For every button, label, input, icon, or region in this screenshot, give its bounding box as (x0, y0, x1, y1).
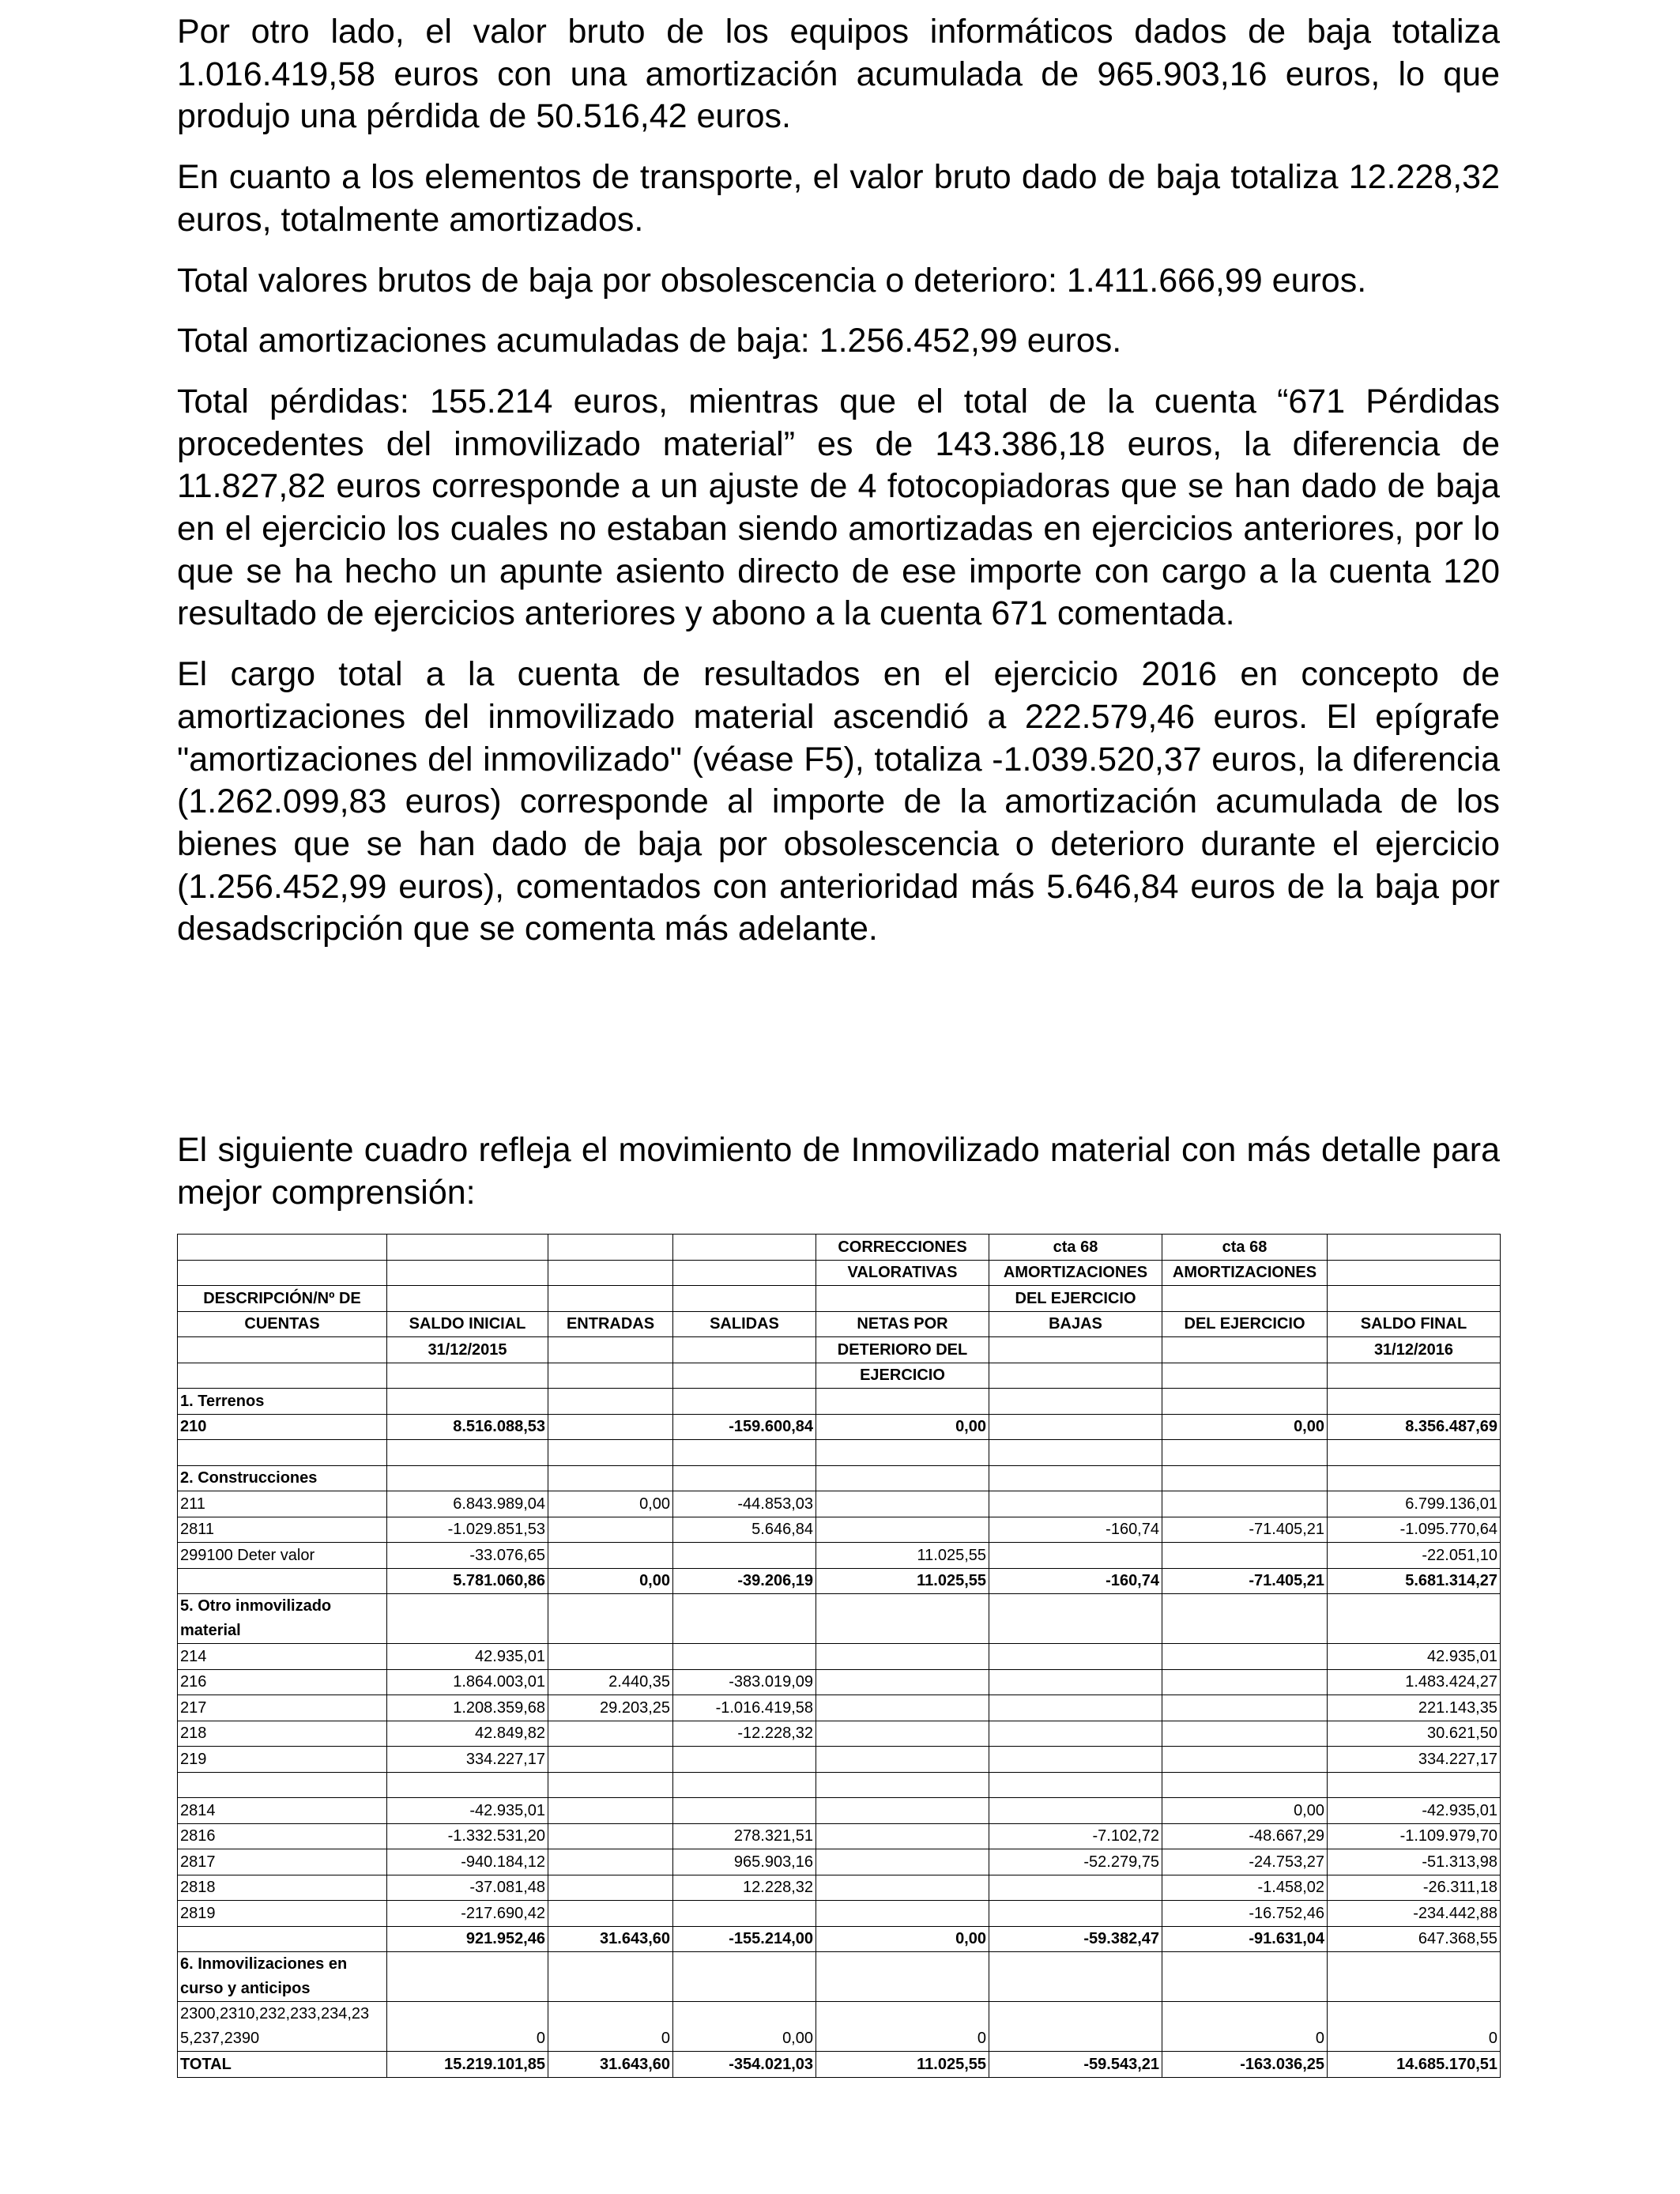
value-cell (673, 1440, 816, 1466)
header-cell (673, 1286, 816, 1312)
value-cell (1162, 1491, 1328, 1517)
value-cell (1162, 1669, 1328, 1695)
value-cell (1162, 1747, 1328, 1773)
header-cell: CUENTAS (178, 1311, 387, 1337)
value-cell: 42.935,01 (1328, 1644, 1501, 1670)
account-cell: 214 (178, 1644, 387, 1670)
value-cell (989, 1594, 1162, 1644)
value-cell: -59.382,47 (989, 1926, 1162, 1952)
paragraph: En cuanto a los elementos de transporte, el valor bruto dado de baja totaliza 12.228,32 euros, totalmente amortizados. (177, 158, 1500, 239)
value-cell: 0,00 (816, 1414, 989, 1440)
value-cell: 0 (1328, 2002, 1501, 2052)
value-cell (387, 1389, 548, 1415)
header-cell (1328, 1363, 1501, 1389)
header-cell: SALDO FINAL (1328, 1311, 1501, 1337)
value-cell (1162, 1695, 1328, 1721)
value-cell (816, 1594, 989, 1644)
value-cell (548, 1594, 673, 1644)
header-cell: DETERIORO DEL (816, 1337, 989, 1363)
table-row (178, 1568, 1501, 1594)
value-cell (548, 1644, 673, 1670)
value-cell (989, 1875, 1162, 1901)
value-cell: 221.143,35 (1328, 1695, 1501, 1721)
value-cell: -354.021,03 (673, 2052, 816, 2078)
value-cell (816, 1747, 989, 1773)
header-cell (178, 1363, 387, 1389)
value-cell: 0,00 (816, 1926, 989, 1952)
header-cell: AMORTIZACIONES (1162, 1260, 1328, 1286)
paragraph: Total valores brutos de baja por obsolescencia o deterioro: 1.411.666,99 euros. (177, 261, 1367, 300)
value-cell (548, 1440, 673, 1466)
table-row (178, 1440, 1501, 1466)
account-cell: 2814 (178, 1798, 387, 1824)
value-cell (989, 1669, 1162, 1695)
value-cell (989, 1543, 1162, 1569)
value-cell: 30.621,50 (1328, 1721, 1501, 1747)
header-cell (816, 1286, 989, 1312)
value-cell: 42.849,82 (387, 1721, 548, 1747)
value-cell (816, 1644, 989, 1670)
value-cell: 0,00 (548, 1491, 673, 1517)
value-cell: 647.368,55 (1328, 1926, 1501, 1952)
account-cell: 211 (178, 1491, 387, 1517)
value-cell: -91.631,04 (1162, 1926, 1328, 1952)
value-cell (1328, 1465, 1501, 1491)
value-cell: 334.227,17 (387, 1747, 548, 1773)
table-row (178, 1414, 1501, 1440)
account-cell: 217 (178, 1695, 387, 1721)
value-cell (548, 1543, 673, 1569)
paragraph: Total pérdidas: 155.214 euros, mientras que el total de la cuenta “671 Pérdidas procedentes del inmovilizado material” es de 143.386,18 euros, la diferencia de 11.827,82 euros corresponde a un ajuste de 4 fotocopiadoras que se han dado de baja en el ejercicio los cuales no estaban siendo amortizadas en ejercicios anteriores, por lo que se ha hecho un apunte asiento directo de ese importe con cargo a la cuenta 120 resultado de ejercicios anteriores y abono a la cuenta 671 comentada. (177, 382, 1500, 633)
value-cell: -42.935,01 (1328, 1798, 1501, 1824)
value-cell: -940.184,12 (387, 1849, 548, 1875)
paragraph: Total amortizaciones acumuladas de baja: 1.256.452,99 euros. (177, 322, 1122, 360)
table-intro: El siguiente cuadro refleja el movimiento de Inmovilizado material con más detalle para mejor comprensión: (177, 1131, 1500, 1212)
value-cell: 0,00 (673, 2002, 816, 2052)
value-cell (989, 1798, 1162, 1824)
account-cell: 218 (178, 1721, 387, 1747)
header-cell (1328, 1235, 1501, 1261)
value-cell: -24.753,27 (1162, 1849, 1328, 1875)
table-row (178, 1926, 1501, 1952)
value-cell (1328, 1389, 1501, 1415)
value-cell (673, 1389, 816, 1415)
value-cell: 921.952,46 (387, 1926, 548, 1952)
header-row (178, 1260, 1501, 1286)
header-cell (548, 1260, 673, 1286)
header-cell: cta 68 (1162, 1235, 1328, 1261)
header-row (178, 1363, 1501, 1389)
table-row (178, 1721, 1501, 1747)
value-cell (548, 1798, 673, 1824)
header-cell (673, 1363, 816, 1389)
value-cell (548, 1747, 673, 1773)
value-cell: -71.405,21 (1162, 1568, 1328, 1594)
table-row (178, 1644, 1501, 1670)
header-cell: 31/12/2015 (387, 1337, 548, 1363)
value-cell (1162, 1440, 1328, 1466)
value-cell: 29.203,25 (548, 1695, 673, 1721)
value-cell: 6.843.989,04 (387, 1491, 548, 1517)
account-cell: TOTAL (178, 2052, 387, 2078)
account-cell: 6. Inmovilizaciones en curso y anticipos (178, 1952, 387, 2002)
account-cell (178, 1568, 387, 1594)
value-cell (1328, 1952, 1501, 2002)
table-row (178, 1875, 1501, 1901)
value-cell (548, 1465, 673, 1491)
value-cell: 1.864.003,01 (387, 1669, 548, 1695)
value-cell (673, 1465, 816, 1491)
header-cell: DESCRIPCIÓN/Nº DE (178, 1286, 387, 1312)
table-row (178, 1772, 1501, 1798)
table-row (178, 1491, 1501, 1517)
value-cell: -22.051,10 (1328, 1543, 1501, 1569)
value-cell: -37.081,48 (387, 1875, 548, 1901)
value-cell: -1.095.770,64 (1328, 1517, 1501, 1543)
value-cell (989, 1414, 1162, 1440)
header-cell: cta 68 (989, 1235, 1162, 1261)
value-cell (816, 1491, 989, 1517)
value-cell: 2.440,35 (548, 1669, 673, 1695)
value-cell (1162, 1594, 1328, 1644)
value-cell: -1.458,02 (1162, 1875, 1328, 1901)
header-cell: SALIDAS (673, 1311, 816, 1337)
header-cell (989, 1337, 1162, 1363)
value-cell (989, 1440, 1162, 1466)
value-cell (673, 1952, 816, 2002)
table-body (178, 1389, 1501, 2078)
value-cell: -159.600,84 (673, 1414, 816, 1440)
value-cell (1328, 1440, 1501, 1466)
value-cell (816, 1798, 989, 1824)
account-cell (178, 1926, 387, 1952)
value-cell: -42.935,01 (387, 1798, 548, 1824)
header-cell (989, 1363, 1162, 1389)
header-cell (387, 1286, 548, 1312)
value-cell (816, 1465, 989, 1491)
value-cell (989, 1952, 1162, 2002)
header-cell (387, 1363, 548, 1389)
value-cell: -217.690,42 (387, 1901, 548, 1927)
header-cell (1328, 1260, 1501, 1286)
value-cell (387, 1952, 548, 2002)
table-header (178, 1235, 1501, 1389)
value-cell: -16.752,46 (1162, 1901, 1328, 1927)
table-row (178, 2002, 1501, 2052)
body-text (177, 11, 1500, 969)
account-cell: 2818 (178, 1875, 387, 1901)
value-cell (673, 1901, 816, 1927)
value-cell (816, 1901, 989, 1927)
account-cell: 2817 (178, 1849, 387, 1875)
value-cell: 0,00 (1162, 1414, 1328, 1440)
header-cell: BAJAS (989, 1311, 1162, 1337)
header-cell: NETAS POR (816, 1311, 989, 1337)
value-cell: 5.781.060,86 (387, 1568, 548, 1594)
value-cell (673, 1798, 816, 1824)
value-cell (1162, 1772, 1328, 1798)
value-cell (673, 1543, 816, 1569)
value-cell (1328, 1594, 1501, 1644)
value-cell: -59.543,21 (989, 2052, 1162, 2078)
value-cell: 5.646,84 (673, 1517, 816, 1543)
value-cell: -234.442,88 (1328, 1901, 1501, 1927)
header-cell: DEL EJERCICIO (1162, 1311, 1328, 1337)
value-cell: 5.681.314,27 (1328, 1568, 1501, 1594)
value-cell: 42.935,01 (387, 1644, 548, 1670)
account-cell: 299100 Deter valor (178, 1543, 387, 1569)
value-cell: 6.799.136,01 (1328, 1491, 1501, 1517)
header-cell (178, 1260, 387, 1286)
value-cell: 0,00 (1162, 1798, 1328, 1824)
value-cell (989, 1747, 1162, 1773)
value-cell (387, 1594, 548, 1644)
value-cell (548, 1414, 673, 1440)
value-cell (548, 1952, 673, 2002)
account-cell: 2811 (178, 1517, 387, 1543)
table-row (178, 1669, 1501, 1695)
header-row (178, 1337, 1501, 1363)
value-cell (989, 1389, 1162, 1415)
account-cell: 2819 (178, 1901, 387, 1927)
header-row (178, 1286, 1501, 1312)
account-cell: 2816 (178, 1823, 387, 1849)
account-cell: 2300,2310,232,233,234,23 5,237,2390 (178, 2002, 387, 2052)
value-cell (989, 1465, 1162, 1491)
value-cell: -52.279,75 (989, 1849, 1162, 1875)
table-row (178, 1952, 1501, 2002)
value-cell: -1.029.851,53 (387, 1517, 548, 1543)
value-cell (387, 1440, 548, 1466)
account-cell: 1. Terrenos (178, 1389, 387, 1415)
value-cell: -163.036,25 (1162, 2052, 1328, 2078)
value-cell (816, 1669, 989, 1695)
value-cell: -383.019,09 (673, 1669, 816, 1695)
value-cell (816, 1823, 989, 1849)
value-cell (673, 1747, 816, 1773)
value-cell (989, 1491, 1162, 1517)
value-cell: -51.313,98 (1328, 1849, 1501, 1875)
value-cell: -160,74 (989, 1517, 1162, 1543)
value-cell: 15.219.101,85 (387, 2052, 548, 2078)
header-cell (178, 1337, 387, 1363)
value-cell (816, 1772, 989, 1798)
table-row (178, 1594, 1501, 1644)
account-cell: 5. Otro inmovilizado material (178, 1594, 387, 1644)
account-cell (178, 1772, 387, 1798)
value-cell: -160,74 (989, 1568, 1162, 1594)
header-row (178, 1235, 1501, 1261)
header-cell (1162, 1286, 1328, 1312)
value-cell: 31.643,60 (548, 2052, 673, 2078)
value-cell: 0 (387, 2002, 548, 2052)
table-row (178, 1465, 1501, 1491)
value-cell (989, 1721, 1162, 1747)
header-cell: AMORTIZACIONES (989, 1260, 1162, 1286)
value-cell: 11.025,55 (816, 1568, 989, 1594)
paragraph: Por otro lado, el valor bruto de los equipos informáticos dados de baja totaliza 1.016.419,58 euros con una amortización acumulada de 965.903,16 euros, lo que produjo una pérdida de 50.516,42 euros. (177, 13, 1500, 136)
value-cell: -71.405,21 (1162, 1517, 1328, 1543)
header-cell: CORRECCIONES (816, 1235, 989, 1261)
header-cell (1162, 1337, 1328, 1363)
value-cell (548, 1875, 673, 1901)
value-cell: -33.076,65 (387, 1543, 548, 1569)
header-cell (548, 1363, 673, 1389)
value-cell: 334.227,17 (1328, 1747, 1501, 1773)
value-cell (387, 1465, 548, 1491)
value-cell: -39.206,19 (673, 1568, 816, 1594)
account-cell: 210 (178, 1414, 387, 1440)
value-cell (548, 1517, 673, 1543)
value-cell (1162, 1543, 1328, 1569)
value-cell (989, 1901, 1162, 1927)
value-cell (673, 1772, 816, 1798)
value-cell: -1.332.531,20 (387, 1823, 548, 1849)
account-cell: 2. Construcciones (178, 1465, 387, 1491)
table-row (178, 1389, 1501, 1415)
value-cell: 0,00 (548, 1568, 673, 1594)
value-cell: 31.643,60 (548, 1926, 673, 1952)
table-row (178, 1517, 1501, 1543)
value-cell: 965.903,16 (673, 1849, 816, 1875)
account-cell: 219 (178, 1747, 387, 1773)
value-cell (673, 1644, 816, 1670)
value-cell: -12.228,32 (673, 1721, 816, 1747)
value-cell: 14.685.170,51 (1328, 2052, 1501, 2078)
header-cell: VALORATIVAS (816, 1260, 989, 1286)
value-cell (548, 1849, 673, 1875)
header-cell: SALDO INICIAL (387, 1311, 548, 1337)
value-cell: -1.109.979,70 (1328, 1823, 1501, 1849)
header-cell (1328, 1286, 1501, 1312)
value-cell: 8.516.088,53 (387, 1414, 548, 1440)
value-cell: 1.483.424,27 (1328, 1669, 1501, 1695)
account-cell (178, 1440, 387, 1466)
table-row (178, 1823, 1501, 1849)
account-cell: 216 (178, 1669, 387, 1695)
value-cell: -7.102,72 (989, 1823, 1162, 1849)
header-cell: ENTRADAS (548, 1311, 673, 1337)
value-cell (989, 1695, 1162, 1721)
header-cell (673, 1235, 816, 1261)
value-cell (1162, 1465, 1328, 1491)
header-row (178, 1311, 1501, 1337)
table-row (178, 1695, 1501, 1721)
value-cell: -26.311,18 (1328, 1875, 1501, 1901)
value-cell: -48.667,29 (1162, 1823, 1328, 1849)
value-cell: 0 (816, 2002, 989, 2052)
value-cell (816, 1440, 989, 1466)
value-cell (816, 1517, 989, 1543)
value-cell (989, 2002, 1162, 2052)
value-cell (1162, 1952, 1328, 2002)
value-cell: 278.321,51 (673, 1823, 816, 1849)
value-cell: 0 (1162, 2002, 1328, 2052)
header-cell: DEL EJERCICIO (989, 1286, 1162, 1312)
header-cell: EJERCICIO (816, 1363, 989, 1389)
header-cell (178, 1235, 387, 1261)
header-cell (673, 1260, 816, 1286)
value-cell (816, 1875, 989, 1901)
value-cell (989, 1772, 1162, 1798)
table-row (178, 2052, 1501, 2078)
value-cell (816, 1849, 989, 1875)
value-cell (1162, 1721, 1328, 1747)
table-row (178, 1849, 1501, 1875)
value-cell (387, 1772, 548, 1798)
value-cell: 0 (548, 2002, 673, 2052)
value-cell (1162, 1644, 1328, 1670)
header-cell (387, 1235, 548, 1261)
value-cell (548, 1772, 673, 1798)
header-cell (673, 1337, 816, 1363)
value-cell: -155.214,00 (673, 1926, 816, 1952)
inmovilizado-table (177, 1234, 1501, 2078)
table-row (178, 1798, 1501, 1824)
value-cell: 11.025,55 (816, 1543, 989, 1569)
value-cell (816, 1695, 989, 1721)
value-cell (548, 1389, 673, 1415)
value-cell: -1.016.419,58 (673, 1695, 816, 1721)
value-cell (816, 1952, 989, 2002)
table-row (178, 1901, 1501, 1927)
value-cell: -44.853,03 (673, 1491, 816, 1517)
value-cell: 11.025,55 (816, 2052, 989, 2078)
header-cell (548, 1235, 673, 1261)
table-row (178, 1543, 1501, 1569)
header-cell: 31/12/2016 (1328, 1337, 1501, 1363)
header-cell (1162, 1363, 1328, 1389)
value-cell: 12.228,32 (673, 1875, 816, 1901)
header-cell (387, 1260, 548, 1286)
value-cell (548, 1823, 673, 1849)
value-cell: 1.208.359,68 (387, 1695, 548, 1721)
value-cell (989, 1644, 1162, 1670)
header-cell (548, 1286, 673, 1312)
value-cell (816, 1389, 989, 1415)
value-cell (673, 1594, 816, 1644)
header-cell (548, 1337, 673, 1363)
value-cell: 8.356.487,69 (1328, 1414, 1501, 1440)
value-cell (1328, 1772, 1501, 1798)
table-row (178, 1747, 1501, 1773)
value-cell (816, 1721, 989, 1747)
paragraph: El cargo total a la cuenta de resultados en el ejercicio 2016 en concepto de amortizaciones del inmovilizado material ascendió a 222.579,46 euros. El epígrafe "amortizaciones del inmovilizado" (véase F5), totaliza -1.039.520,37 euros, la diferencia (1.262.099,83 euros) corresponde al importe de la amortización acumulada de los bienes que se han dado de baja por obsolescencia o deterioro durante el ejercicio (1.256.452,99 euros), comentados con anterioridad más 5.646,84 euros de la baja por desadscripción que se comenta más adelante. (177, 655, 1500, 948)
value-cell (548, 1721, 673, 1747)
value-cell (548, 1901, 673, 1927)
value-cell (1162, 1389, 1328, 1415)
